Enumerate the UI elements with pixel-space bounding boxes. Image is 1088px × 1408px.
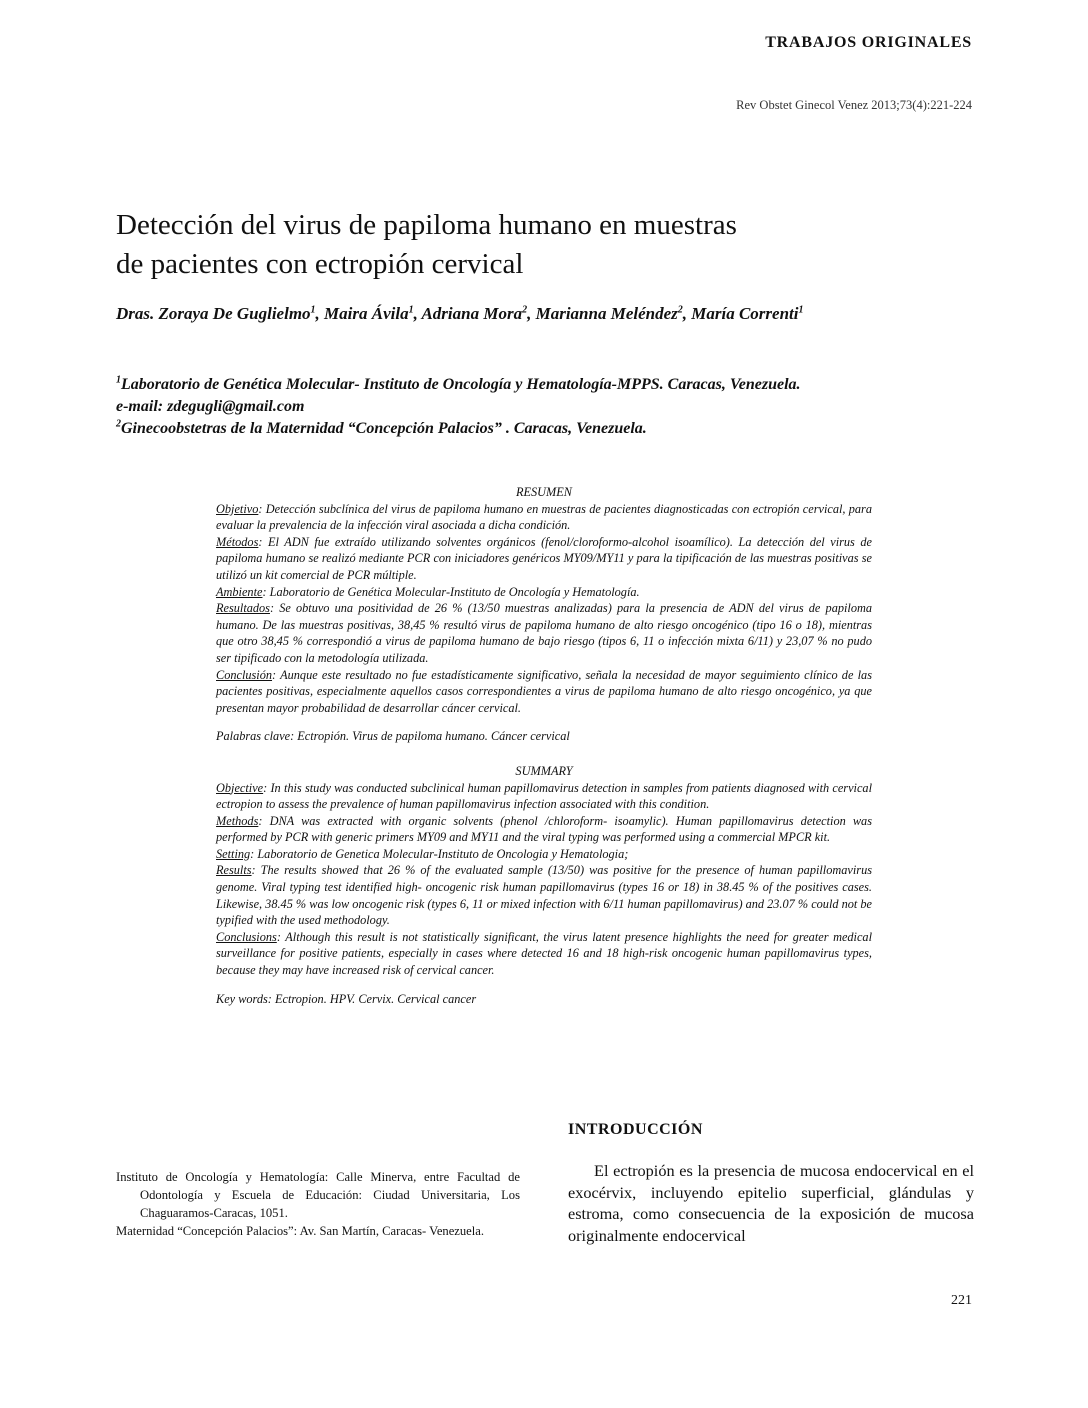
affiliation-mark: 2 — [116, 418, 121, 430]
article-title — [116, 206, 976, 284]
journal-citation: Rev Obstet Ginecol Venez 2013;73(4):221-224 — [736, 98, 972, 112]
introduccion-body — [568, 1160, 974, 1246]
resumen-metodos-label: Métodos — [216, 534, 259, 549]
summary-results — [216, 862, 872, 928]
resumen-keywords: Palabras clave: Ectropión. Virus de papiloma humano. Cáncer cervical — [216, 729, 570, 744]
resumen-heading: RESUMEN — [515, 485, 572, 499]
author-list: Dras. Zoraya De Guglielmo$^1$, Maira Ávila$^1$, Adriana Mora$^2$, Marianna Meléndez$^2$, María Correnti$^1$ — [116, 304, 804, 323]
introduccion-heading: INTRODUCCIÓN — [568, 1121, 703, 1138]
author-name: Maira Ávila — [324, 304, 409, 323]
affiliation-2 — [116, 418, 996, 440]
abstract-block — [216, 484, 872, 1025]
summary-conclusions-label: Conclusions — [216, 929, 277, 944]
summary-methods-label: Methods — [216, 813, 259, 828]
affiliation-text: Laboratorio de Genética Molecular- Instituto de Oncología y Hematología-MPPS. Caracas, Venezuela. — [121, 376, 801, 393]
summary-objective-text: : In this study was conducted subclinical human papillomavirus detection in samples from patients diagnosed with cervical ectropion to assess the prevalence of human papillomavirus infection associated with this condition. — [216, 780, 872, 812]
footnotes — [116, 1168, 520, 1240]
summary-heading: SUMMARY — [515, 763, 573, 778]
footnote-institution: Instituto de Oncología y Hematología: Calle Minerva, entre Facultad de Odontología y Escuela de Educación: Ciudad Universitaria, Los Chaguaramos-Caracas, 1051. — [116, 1170, 520, 1220]
journal-section-label: TRABAJOS ORIGINALES — [765, 34, 972, 51]
author-affiliation-mark: 2 — [522, 304, 528, 316]
resumen-conclusion-label: Conclusión — [216, 667, 273, 682]
summary-conclusions — [216, 929, 872, 979]
resumen-resultados-text: : Se obtuvo una positividad de 26 % (13/50 muestras analizadas) para la presencia de ADN del virus de papiloma humano. De las muestras positivas, 38,45 % resultó virus de papiloma humano de alto riesgo oncogénico (tipo 16 o 18), mientras que otro 38,45 % correspondió a virus de papiloma humano de bajo riesgo (tipos 6, 11 o infección mixta 6/11) y 23,07 % no pudo ser tipificado con la metodología utilizada. — [216, 601, 872, 665]
summary-objective-label: Objective — [216, 780, 264, 795]
summary-setting — [216, 846, 872, 863]
summary-methods-text: : DNA was extracted with organic solvents (phenol /chloroform- isoamylic). Human papillomavirus detection was performed by PCR with generic primers MY09 and MY11 and the viral typing was performed using a commercial MPCR kit. — [216, 813, 872, 845]
author-name: Adriana Mora — [421, 304, 523, 323]
author-affiliation-mark: 2 — [677, 304, 683, 316]
author-name: María Correnti — [691, 304, 799, 323]
summary-objective — [216, 780, 872, 813]
affiliation-mark: 1 — [116, 374, 121, 386]
author-affiliation-mark: 1 — [310, 304, 316, 316]
summary-methods — [216, 813, 872, 846]
author-name: Marianna Meléndez — [535, 304, 678, 323]
author-affiliation-mark: 1 — [798, 304, 804, 316]
page-number: 221 — [951, 1293, 972, 1308]
summary-keywords: Key words: Ectropion. HPV. Cervix. Cervical cancer — [216, 991, 477, 1006]
footnote-maternity: Maternidad “Concepción Palacios”: Av. San Martín, Caracas- Venezuela. — [116, 1224, 485, 1238]
author-affiliation-mark: 1 — [408, 304, 414, 316]
resumen-objetivo-text: : Detección subclínica del virus de papiloma humano en muestras de pacientes diagnosticadas con ectropión cervical, para evaluar la prevalencia de la infección viral asociada a dicha condición. — [216, 501, 872, 533]
resumen-ambiente-label: Ambiente — [216, 584, 263, 599]
affiliation-1 — [116, 374, 996, 396]
affiliations — [116, 374, 996, 440]
affiliation-text: Ginecoobstetras de la Maternidad “Concepción Palacios” . Caracas, Venezuela. — [121, 420, 647, 437]
resumen-ambiente — [216, 584, 872, 601]
summary-results-label: Results — [216, 863, 252, 878]
title-line-2: de pacientes con ectropión cervical — [116, 248, 524, 280]
author-name: Dras. Zoraya De Guglielmo — [116, 304, 311, 323]
summary-setting-label: Setting — [216, 846, 251, 861]
summary-results-text: : The results showed that 26 % of the evaluated sample (13/50) was positive for the presence of human papillomavirus genome. Viral typing test identified high- oncogenic risk human papillomavirus (types 16 or 18) in 38.45 % of the positives cases. Likewise, 38.45 % was low oncogenic risk (types 6, 11 or mixed infection with 6/11 human papillomavirus) and 23.07 % could not be typified with the used methodology. — [216, 863, 872, 928]
title-line-1: Detección del virus de papiloma humano en muestras — [116, 209, 737, 241]
resumen-metodos-text: : El ADN fue extraído utilizando solventes orgánicos (fenol/cloroformo-alcohol isoamílico). La detección del virus de papiloma humano se realizó mediante PCR con iniciadores genéricos MY09/MY11 y para la tipificación de las muestras positivas se utilizó un kit comercial de PCR múltiple. — [216, 534, 872, 582]
resumen-resultados-label: Resultados — [216, 601, 270, 616]
resumen-objetivo-label: Objetivo — [216, 501, 259, 516]
summary-conclusions-text: : Although this result is not statistically significant, the virus latent presence highlights the need for greater medical surveillance for positive patients, especially in cases where detected 16 and 18 high-risk oncogenic human papillomavirus types, because they may have increased risk of cervical cancer. — [216, 929, 872, 978]
resumen-objetivo — [216, 501, 872, 534]
resumen-metodos — [216, 534, 872, 584]
resumen-conclusion — [216, 667, 872, 717]
resumen-ambiente-text: : Laboratorio de Genética Molecular-Instituto de Oncología y Hematología. — [262, 584, 640, 599]
contact-email: e-mail: zdegugli@gmail.com — [116, 398, 305, 415]
resumen-resultados — [216, 600, 872, 666]
summary-setting-text: : Laboratorio de Genetica Molecular-Instituto de Oncologia y Hematologia; — [250, 846, 629, 861]
introduccion-paragraph: El ectropión es la presencia de mucosa endocervical en el exocérvix, incluyendo epitelio superficial, glándulas y estroma, como consecuencia de la exposición de mucosa originalmente endocervical — [568, 1161, 974, 1245]
resumen-conclusion-text: : Aunque este resultado no fue estadísticamente significativo, señala la necesidad de mayor seguimiento clínico de las pacientes positivas, especialmente aquellos casos correspondientes a virus de papiloma humano de alto riesgo oncogénico, ya que presentan mayor probabilidad de desarrollar cáncer cervical. — [216, 667, 872, 715]
